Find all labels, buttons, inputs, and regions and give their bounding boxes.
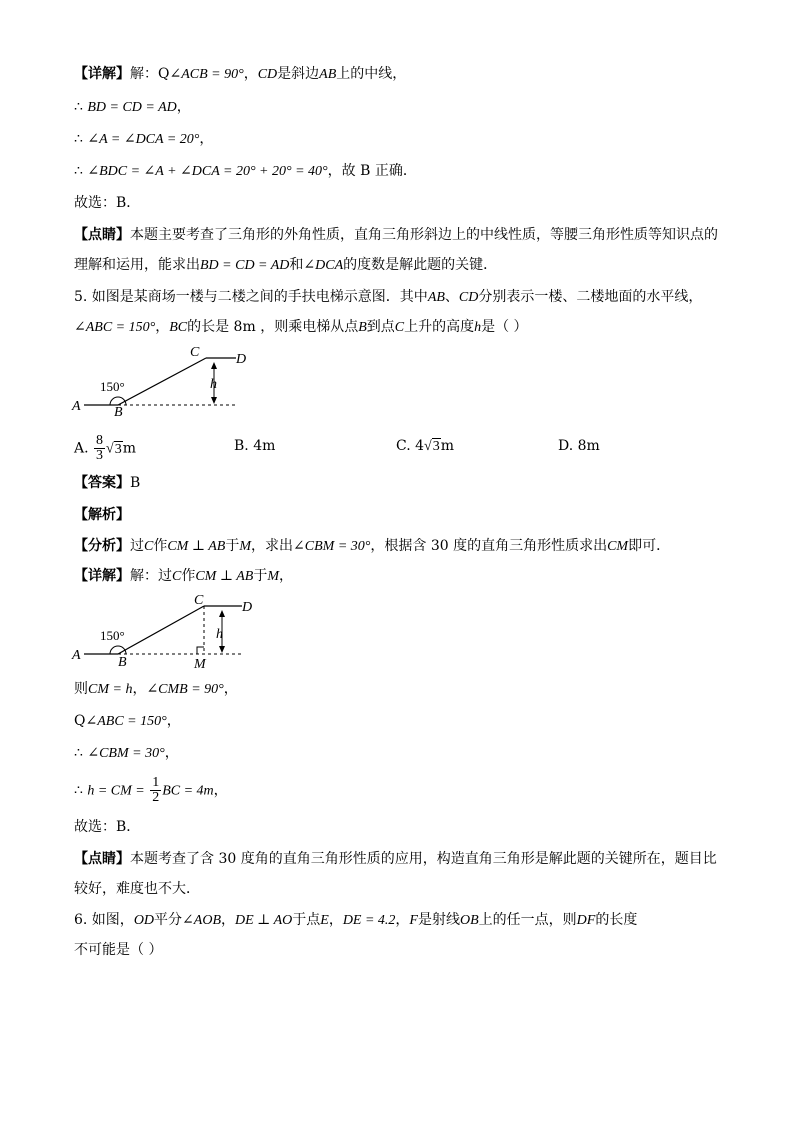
q5-comment-line-2: 较好，难度也不大． <box>74 881 200 897</box>
fig2-label-d: D <box>242 600 253 615</box>
comment-tag: 【点睛】 <box>74 227 130 243</box>
q5-stem-line-1: 5. 如图是某商场一楼与二楼之间的手扶电梯示意图．其中AB、CD分别表示一楼、二楼地面的水平线， <box>74 289 703 305</box>
q5-analysis-tag: 【解析】 <box>74 507 130 523</box>
q5-step-4: ∴ h = CM = $\frac{1}{2}$ BC = 4m， <box>74 775 228 805</box>
fig1-label-h: h <box>210 377 217 392</box>
q5-detail: 【详解】解：过C作CM ⊥ AB于M， <box>74 568 294 584</box>
q5-fenxi: 【分析】过C作CM ⊥ AB于M，求出∠CBM = 30°，根据含 30 度的直角三角形性质求出CM即可． <box>74 538 671 554</box>
escalator-figure-with-m <box>70 592 256 670</box>
q4-comment-line-1: 【点睛】本题主要考查了三角形的外角性质，直角三角形斜边上的中线性质，等腰三角形性质等知识点的 <box>74 227 718 243</box>
q5-option-d: D. 8m <box>558 438 600 454</box>
q5-comment-line-1: 【点睛】本题考查了含 30 度角的直角三角形性质的应用，构造直角三角形是解此题的关键所在，题目比 <box>74 851 717 867</box>
fig2-label-h: h <box>216 627 223 642</box>
fig2-label-a: A <box>72 648 81 663</box>
q6-stem-line-1: 6. 如图，OD平分∠AOB，DE ⊥ AO于点E，DE = 4.2，F是射线OB上的任一点，则DF的长度 <box>74 912 638 928</box>
fig2-label-m: M <box>194 657 206 670</box>
q5-option-b: B. 4m <box>234 438 276 454</box>
q6-stem-line-2: 不可能是（ ） <box>74 942 163 958</box>
fig2-label-b: B <box>118 655 127 670</box>
fig2-label-c: C <box>194 593 204 608</box>
q5-choice: 故选：B． <box>74 819 141 835</box>
answer-tag: 【答案】 <box>74 475 130 491</box>
escalator-figure <box>70 344 250 416</box>
q4-detail-line-4: ∴ ∠BDC = ∠A + ∠DCA = 20° + 20° = 40°，故 B 正确． <box>74 163 417 179</box>
detail-tag: 【详解】 <box>74 66 130 82</box>
q5-step-2: Q∠ABC = 150°， <box>74 713 181 729</box>
q5-stem-line-2: ∠ABC = 150°，BC的长是 8m ，则乘电梯从点B到点C上升的高度h是（ ） <box>74 319 528 335</box>
fig1-label-d: D <box>236 352 247 367</box>
fig1-angle-label: 150° <box>100 379 125 394</box>
fig1-label-b: B <box>114 405 123 416</box>
q4-comment-line-2: 理解和运用，能求出BD = CD = AD和∠DCA的度数是解此题的关键． <box>74 257 498 273</box>
q4-detail-line-1: 【详解】解：Q∠ACB = 90°，CD是斜边AB上的中线， <box>74 66 407 82</box>
q5-option-a: A. $\frac{8}{3}$ √3m <box>74 433 136 463</box>
q5-option-c: C. 4√3m <box>396 438 455 454</box>
fig1-label-c: C <box>190 345 200 360</box>
q4-detail-line-3: ∴ ∠A = ∠DCA = 20°， <box>74 131 214 147</box>
fig2-angle-label: 150° <box>100 628 125 643</box>
q4-detail-line-2: ∴ BD = CD = AD， <box>74 99 191 115</box>
q4-choice: 故选：B． <box>74 195 141 211</box>
fig1-label-a: A <box>72 399 81 414</box>
q5-step-1: 则CM = h，∠CMB = 90°， <box>74 681 238 697</box>
q5-answer: 【答案】B <box>74 475 141 491</box>
q5-step-3: ∴ ∠CBM = 30°， <box>74 745 179 761</box>
